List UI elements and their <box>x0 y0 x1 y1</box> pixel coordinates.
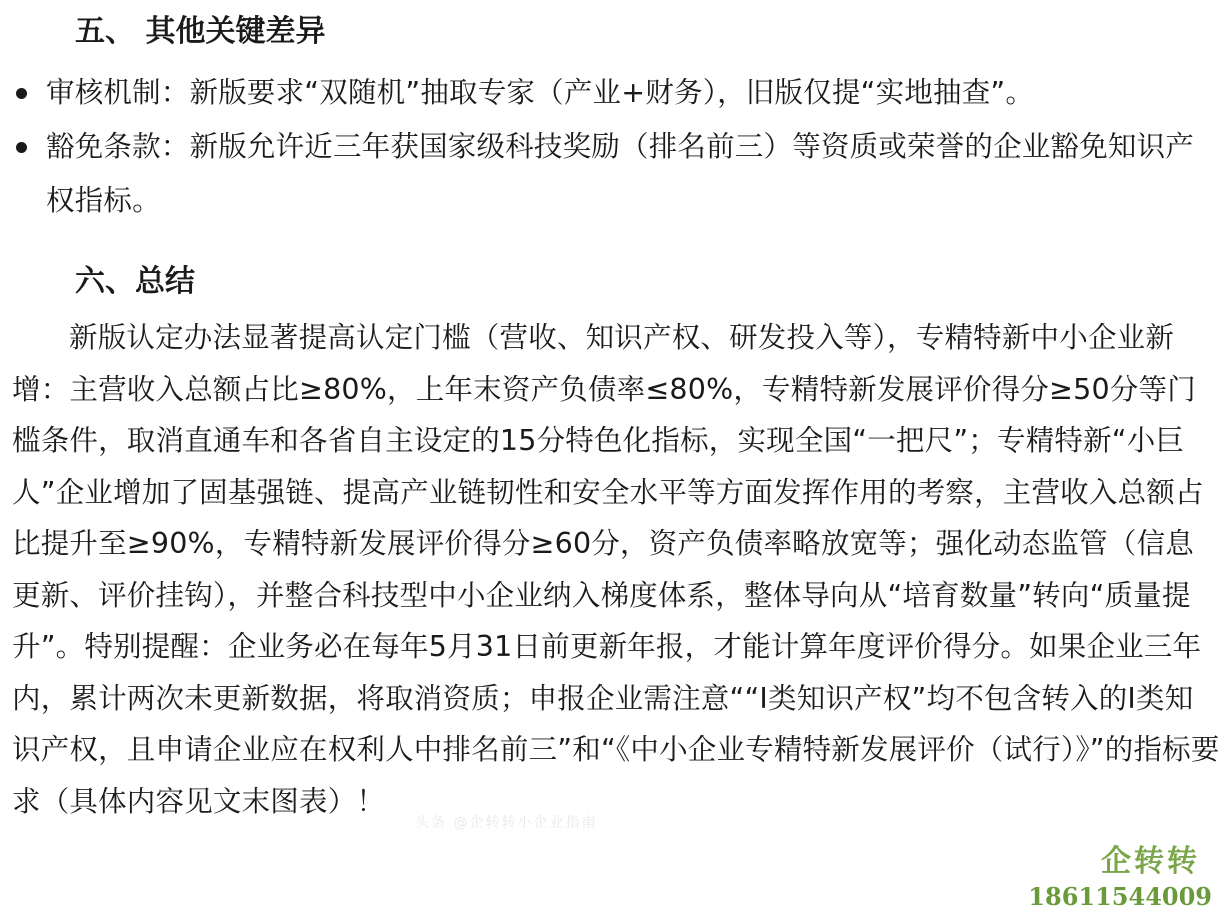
section5-heading: 五、 其他关键差异 <box>75 14 326 49</box>
watermark-text: 头条 @企转转小企业指南 <box>415 815 598 831</box>
bullet-text: 审核机制：新版要求“双随机”抽取专家（产业+财务），旧版仅提“实地抽查”。 <box>46 76 1035 109</box>
section5-bullet-list <box>0 66 1226 228</box>
bullet-review-mechanism <box>0 66 1226 120</box>
brand-name: 企转转 <box>1101 844 1200 879</box>
bullet-text: 豁免条款：新版允许近三年获国家级科技奖励（排名前三）等资质或荣誉的企业豁免知识产权指标。 <box>46 130 1195 217</box>
bullet-dot-icon <box>16 142 27 153</box>
section6-heading: 六、总结 <box>75 264 195 299</box>
bullet-dot-icon <box>16 88 27 99</box>
summary-paragraph: 新版认定办法显著提高认定门槛（营收、知识产权、研发投入等），专精特新中小企业新增：主营收入总额占比≥80%，上年末资产负债率≤80%，专精特新发展评价得分≥50分等门槛条件，取消直通车和各省自主设定的15分特色化指标，实现全国“一把尺”；专精特新“小巨人”企业增加了固基强链、提高产业链韧性和安全水平等方面发挥作用的考察，主营收入总额占比提升至≥90%，专精特新发展评价得分≥60分，资产负债率略放宽等；强化动态监管（信息更新、评价挂钩），并整合科技型中小企业纳入梯度体系，整体导向从“培育数量”转向“质量提升”。特别提醒：企业务必在每年5月31日前更新年报，才能计算年度评价得分。如果企业三年内，累计两次未更新数据，将取消资质；申报企业需注意““I类知识产权”均不包含转入的I类知识产权，且申请企业应在权利人中排名前三”和“《中小企业专精特新发展评价（试行）》”的指标要求（具体内容见文末图表）！ <box>12 321 1220 818</box>
brand-logo <box>1028 842 1212 912</box>
brand-phone: 18611544009 <box>1028 882 1212 911</box>
bullet-exemption-clause <box>0 120 1226 228</box>
